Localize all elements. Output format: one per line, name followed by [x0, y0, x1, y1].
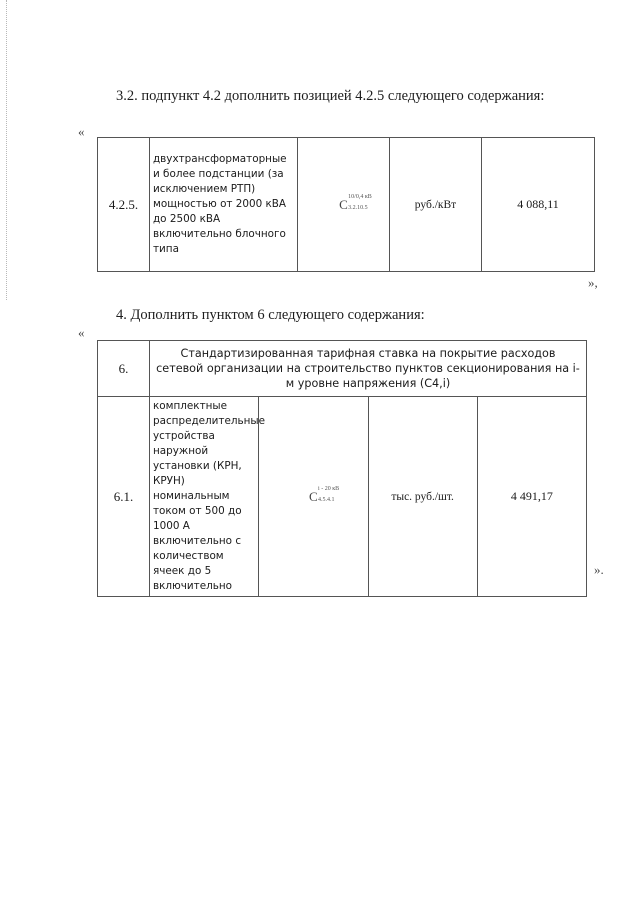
symbol-base: C	[309, 488, 318, 504]
section-heading-4: 4. Дополнить пунктом 6 следующего содержания:	[116, 307, 425, 323]
item-value: 4 088,11	[482, 138, 595, 272]
open-quote: «	[78, 124, 85, 139]
item-unit: тыс. руб./шт.	[368, 397, 477, 597]
item-number: 4.2.5.	[98, 138, 150, 272]
item-description: комплектные распределительные устройства наружной установки (КРН, КРУН) номинальным током от 500 до 1000 А включительно с количеством ячеек до 5 включительно	[150, 397, 259, 597]
section-heading-3-2: 3.2. подпункт 4.2 дополнить позицией 4.2.5 следующего содержания:	[116, 88, 545, 104]
scan-margin-line	[6, 0, 7, 300]
close-quote: »,	[588, 275, 598, 290]
item-unit: руб./кВт	[390, 138, 482, 272]
rate-symbol-formula	[339, 193, 372, 213]
item-value: 4 491,17	[477, 397, 586, 597]
open-quote: «	[78, 325, 85, 340]
table-row	[98, 138, 595, 272]
rate-symbol-formula	[309, 485, 340, 505]
symbol-superscript: 10/0,4 кВ	[348, 193, 372, 200]
close-quote: ».	[594, 562, 604, 577]
symbol-subscript: 3.2.10.5	[348, 204, 368, 211]
item-number: 6.1.	[98, 397, 150, 597]
symbol-subscript: 4.5.4.1	[318, 496, 335, 503]
symbol-superscript: i - 20 кВ	[318, 485, 340, 492]
table-header-row	[98, 341, 587, 397]
item-description: двухтрансформаторные и более подстанции (за исключением РТП) мощностью от 2000 кВА до 2500 кВА включительно блочного типа	[150, 138, 298, 272]
point-number: 6.	[98, 341, 150, 397]
table-position-4-2-5	[97, 137, 595, 272]
table-row	[98, 397, 587, 597]
symbol-base: C	[339, 196, 348, 212]
table-point-6	[97, 340, 587, 597]
rate-symbol	[298, 138, 390, 272]
point-title: Стандартизированная тарифная ставка на покрытие расходов сетевой организации на строительство пунктов секционирования на i-м уровне напряжения (C4,i)	[150, 341, 587, 397]
rate-symbol	[259, 397, 368, 597]
